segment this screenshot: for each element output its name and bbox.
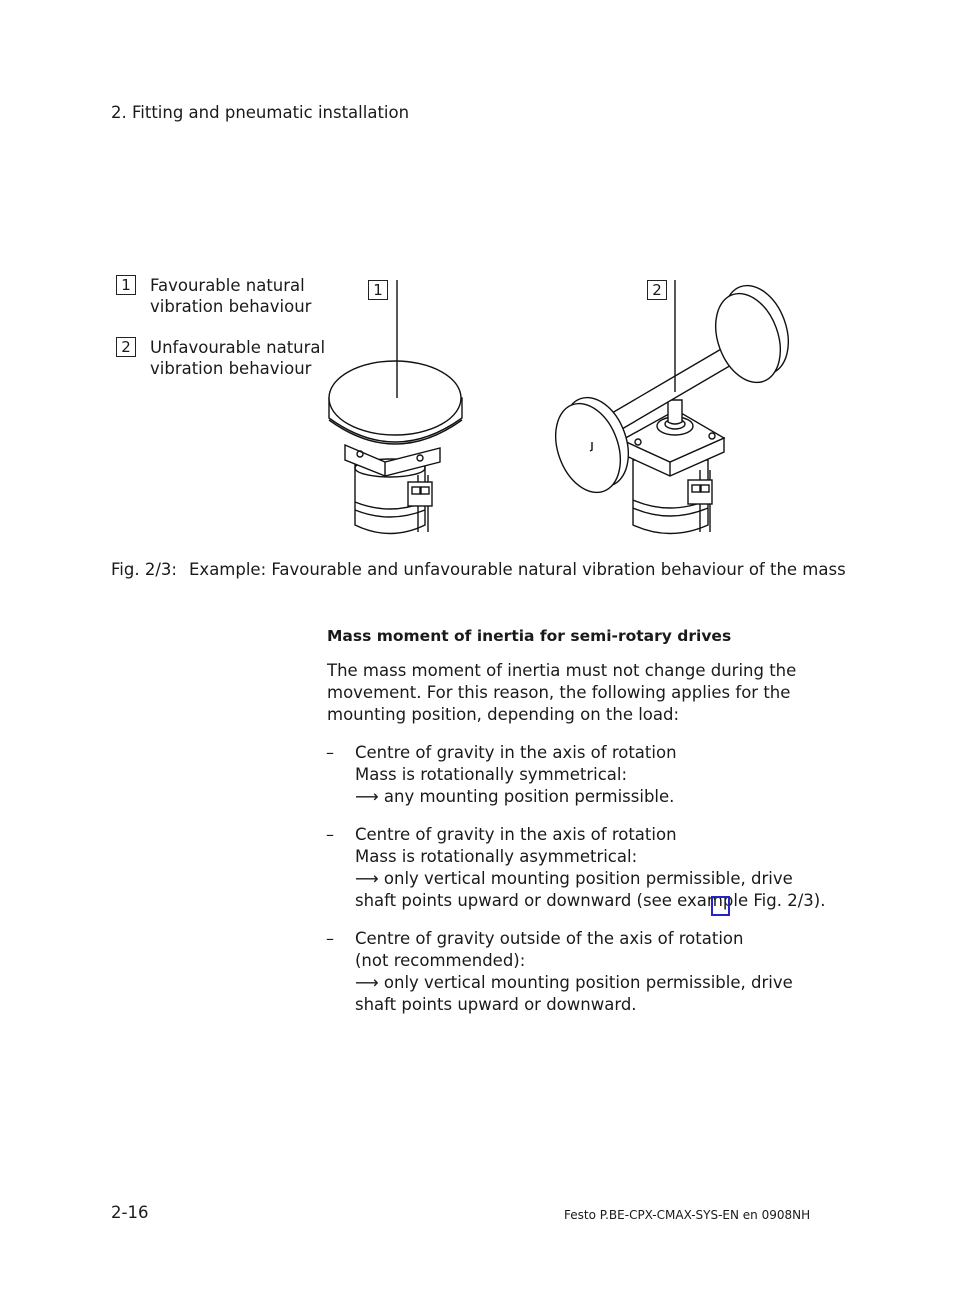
bullet-line: ⟶ any mounting position permissible. — [355, 787, 675, 806]
intro-paragraph — [327, 660, 796, 726]
figure-callout-2: 2 — [647, 280, 667, 300]
symmetric-disc-drive — [329, 280, 462, 534]
drive-illustration — [320, 270, 800, 545]
figure-callout-1: 1 — [368, 280, 388, 300]
bullet-line: shaft points upward or downward (see example Fig. 2/3). — [355, 891, 826, 910]
legend-number-2: 2 — [116, 337, 136, 357]
legend-number-1: 1 — [116, 275, 136, 295]
bullet-dash: – — [326, 825, 334, 844]
legend-label-2-line-2: vibration behaviour — [150, 359, 312, 378]
legend-label-2-line-1: Unfavourable natural — [150, 338, 326, 357]
bullet-item-2 — [355, 824, 825, 912]
intro-line: mounting position, depending on the load: — [327, 705, 680, 724]
page-number: 2-16 — [111, 1203, 149, 1222]
intro-line: movement. For this reason, the following applies for the — [327, 683, 791, 702]
legend-label-1-line-2: vibration behaviour — [150, 297, 312, 316]
bullet-line: ⟶ only vertical mounting position permissible, drive — [355, 869, 793, 888]
intro-line: The mass moment of inertia must not change during the — [327, 661, 797, 680]
bullet-line: shaft points upward or downward. — [355, 995, 637, 1014]
bullet-line: (not recommended): — [355, 951, 526, 970]
bullet-dash: – — [326, 743, 334, 762]
bullet-item-3 — [355, 928, 793, 1016]
legend-label-1-line-1: Favourable natural — [150, 276, 305, 295]
bullet-line: Mass is rotationally symmetrical: — [355, 765, 628, 784]
bullet-item-1 — [355, 742, 677, 808]
section-title: 2. Fitting and pneumatic installation — [111, 103, 410, 122]
document-reference: Festo P.BE-CPX-CMAX-SYS-EN en 0908NH — [564, 1208, 811, 1222]
legend-label-2 — [150, 337, 325, 379]
bullet-line: Centre of gravity in the axis of rotation — [355, 825, 677, 844]
figure-caption-text: Example: Favourable and unfavourable natural vibration behaviour of the mass — [189, 560, 846, 579]
bullet-line: ⟶ only vertical mounting position permissible, drive — [355, 973, 793, 992]
figure-caption-label: Fig. 2/3: — [111, 560, 177, 579]
bullet-line: Mass is rotationally asymmetrical: — [355, 847, 638, 866]
asymmetric-dumbbell-drive — [544, 277, 800, 534]
bullet-line: Centre of gravity outside of the axis of rotation — [355, 929, 744, 948]
bullet-line: Centre of gravity in the axis of rotation — [355, 743, 677, 762]
text-selection-marker — [711, 896, 730, 916]
bullet-dash: – — [326, 929, 334, 948]
section-heading: Mass moment of inertia for semi-rotary drives — [327, 627, 732, 645]
legend-label-1 — [150, 275, 311, 317]
